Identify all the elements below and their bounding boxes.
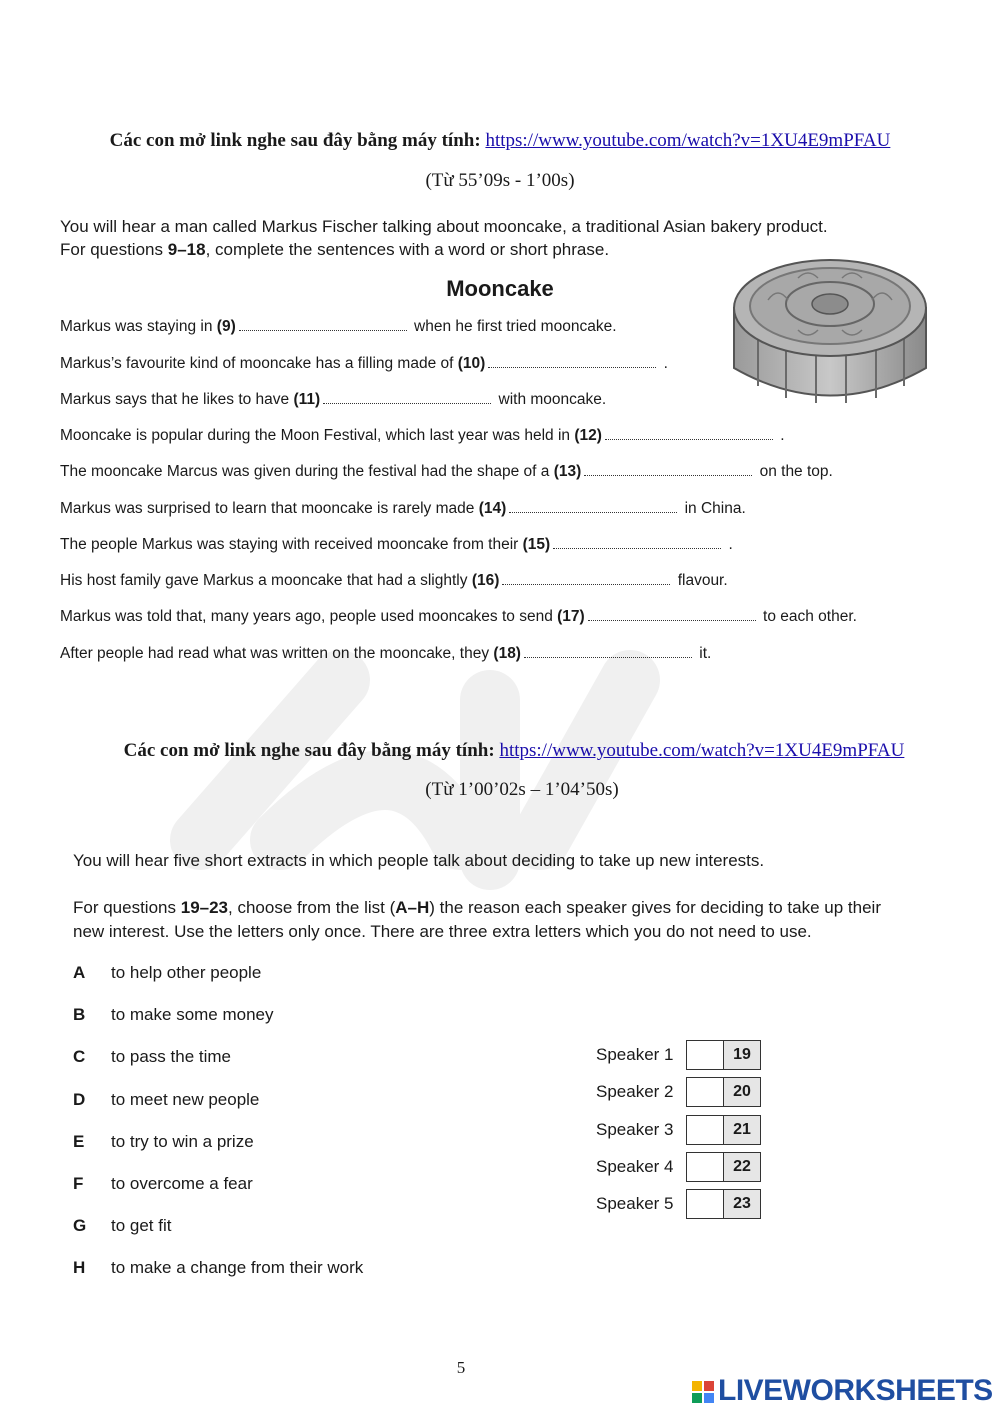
- liveworksheets-logo-icon: [692, 1381, 714, 1403]
- answer-blank-12[interactable]: [605, 427, 773, 440]
- answer-blank-17[interactable]: [588, 608, 756, 621]
- speaker-1-answer-box[interactable]: [686, 1040, 724, 1070]
- liveworksheets-brand[interactable]: [692, 1374, 993, 1408]
- section1-intro-line1: You will hear a man called Markus Fischer talking about mooncake, a traditional Asian bakery product.: [60, 217, 828, 236]
- answer-blank-9[interactable]: [239, 318, 407, 331]
- section1-link-line: [0, 130, 1000, 152]
- section-title: Mooncake: [446, 276, 554, 301]
- question-18: After people had read what was written on the mooncake, they (18) it.: [60, 645, 712, 662]
- option-d: D to meet new people: [73, 1090, 260, 1109]
- answer-blank-13[interactable]: [584, 463, 752, 476]
- section1-link-label: Các con mở link nghe sau đây bằng máy tính:: [109, 130, 481, 151]
- question-10: Markus’s favourite kind of mooncake has a filling made of (10) .: [60, 355, 668, 372]
- speaker-2-answer-box[interactable]: [686, 1077, 724, 1107]
- option-a: A to help other people: [73, 963, 262, 982]
- section2-time-range: (Từ 1’00’02s – 1’04’50s): [425, 779, 619, 800]
- speaker-4-answer-box[interactable]: [686, 1152, 724, 1182]
- question-17: Markus was told that, many years ago, people used mooncakes to send (17) to each other.: [60, 608, 857, 625]
- option-g: G to get fit: [73, 1216, 172, 1235]
- section2-link-label: Các con mở link nghe sau đây bằng máy tính:: [123, 740, 495, 761]
- section2-intro2: For questions 19–23, choose from the list (A–H) the reason each speaker gives for deciding to take up their new interest. Use the letters only once. There are three extra letters which you do not need to use.: [73, 898, 881, 941]
- question-16: His host family gave Markus a mooncake that had a slightly (16) flavour.: [60, 572, 728, 589]
- mooncake-image: [728, 248, 932, 418]
- brand-text: LIVEWORKSHEETS: [718, 1374, 993, 1407]
- answer-blank-10[interactable]: [488, 355, 656, 368]
- question-13: The mooncake Marcus was given during the festival had the shape of a (13) on the top.: [60, 463, 833, 480]
- speaker-3-answer-box[interactable]: [686, 1115, 724, 1145]
- question-11: Markus says that he likes to have (11) with mooncake.: [60, 391, 607, 408]
- answer-blank-11[interactable]: [323, 391, 491, 404]
- section2-intro1: You will hear five short extracts in which people talk about deciding to take up new interests.: [73, 851, 765, 870]
- answer-blank-16[interactable]: [502, 572, 670, 585]
- speaker-5-answer-box[interactable]: [686, 1189, 724, 1219]
- section1-intro-line2: For questions 9–18, complete the sentences with a word or short phrase.: [60, 240, 610, 259]
- section1-time-range: (Từ 55’09s - 1’00s): [425, 170, 575, 191]
- speaker-2-row: Speaker 2 20: [596, 1077, 761, 1107]
- option-e: E to try to win a prize: [73, 1132, 254, 1151]
- question-15: The people Markus was staying with received mooncake from their (15) .: [60, 536, 733, 553]
- section2-youtube-link[interactable]: https://www.youtube.com/watch?v=1XU4E9mPFAU: [499, 740, 905, 761]
- question-14: Markus was surprised to learn that mooncake is rarely made (14) in China.: [60, 500, 746, 517]
- speaker-1-row: Speaker 1 19: [596, 1040, 761, 1070]
- speaker-3-row: Speaker 3 21: [596, 1115, 761, 1145]
- option-b: B to make some money: [73, 1005, 274, 1024]
- page-number: 5: [456, 1358, 466, 1377]
- section2-link-line: [14, 740, 1000, 762]
- speaker-4-row: Speaker 4 22: [596, 1152, 761, 1182]
- question-9: Markus was staying in (9) when he first tried mooncake.: [60, 318, 617, 335]
- option-h: H to make a change from their work: [73, 1258, 364, 1277]
- answer-blank-14[interactable]: [509, 500, 677, 513]
- option-c: C to pass the time: [73, 1047, 232, 1066]
- speaker-5-row: Speaker 5 23: [596, 1189, 761, 1219]
- answer-blank-15[interactable]: [553, 536, 721, 549]
- section1-youtube-link[interactable]: https://www.youtube.com/watch?v=1XU4E9mPFAU: [485, 130, 891, 151]
- answer-blank-18[interactable]: [524, 645, 692, 658]
- question-12: Mooncake is popular during the Moon Festival, which last year was held in (12) .: [60, 427, 785, 444]
- option-f: F to overcome a fear: [73, 1174, 253, 1193]
